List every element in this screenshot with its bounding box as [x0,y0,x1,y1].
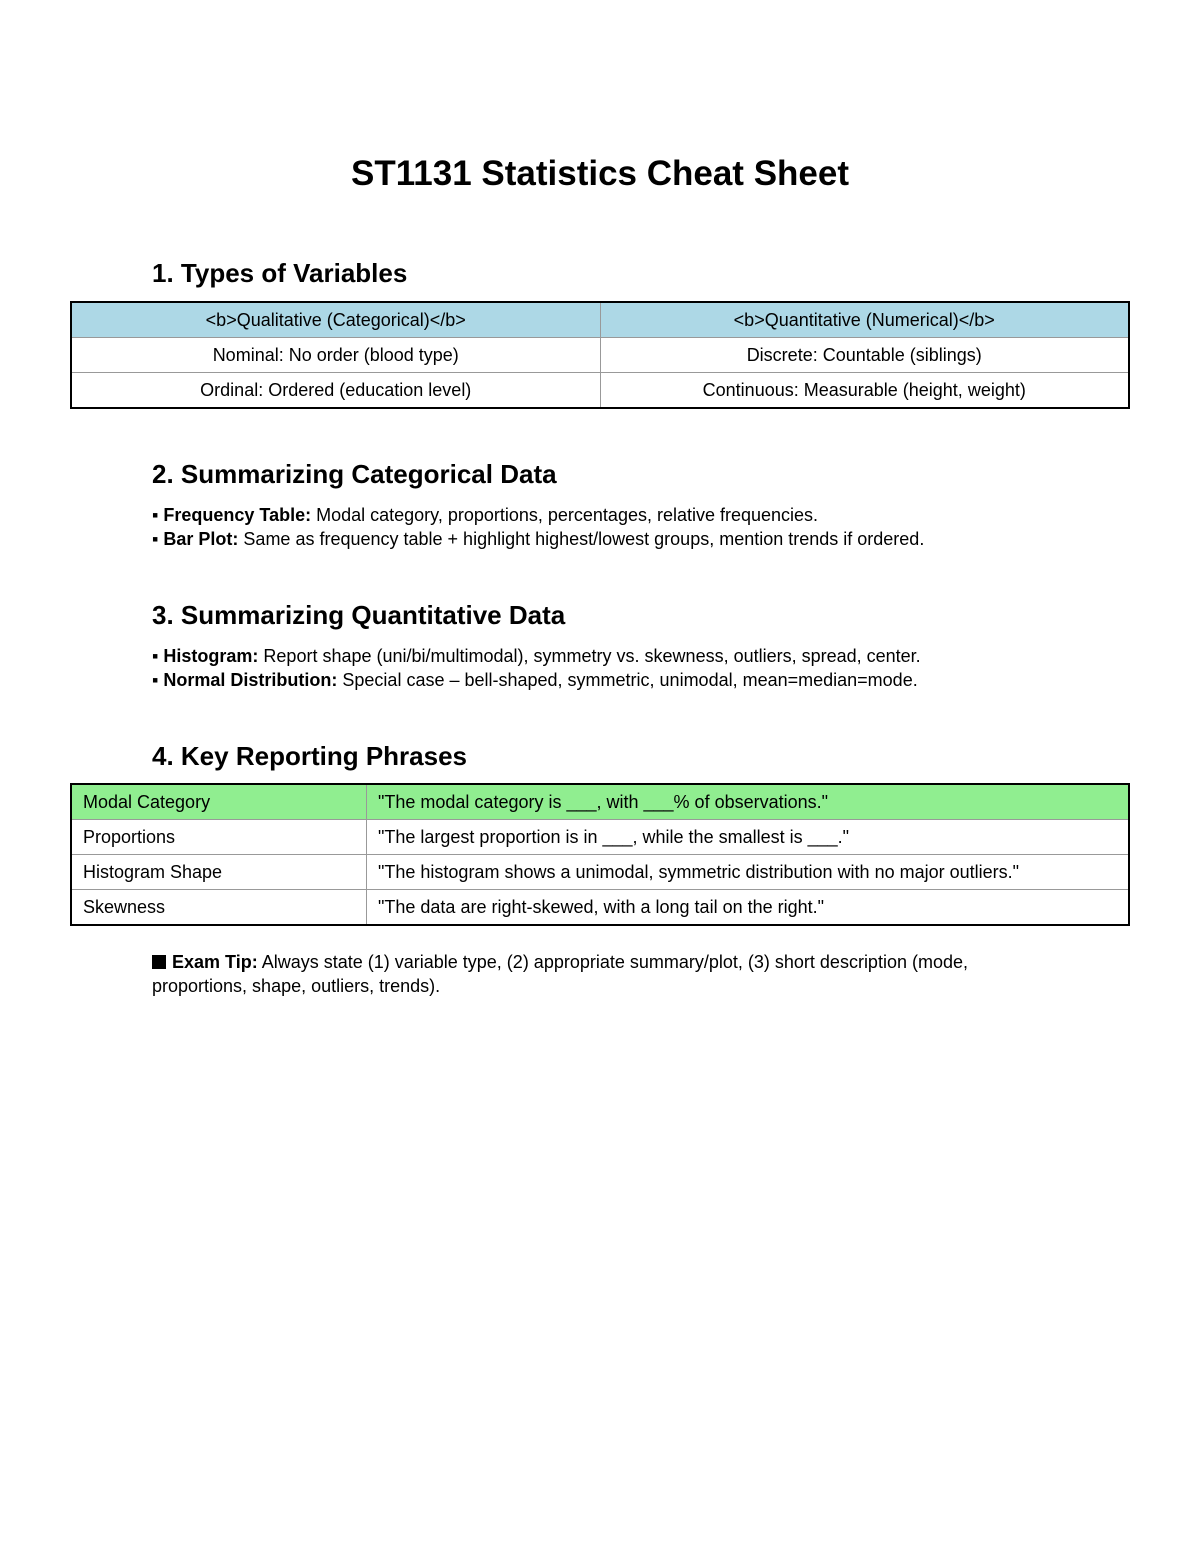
table-row [71,338,1129,373]
bullet-marker: ▪ [152,646,159,666]
list-item [152,644,921,668]
table-cell: Ordinal: Ordered (education level) [71,373,600,409]
table-row [71,890,1129,926]
table-row [71,373,1129,409]
list-item [152,527,924,551]
phrase-text-cell: "The histogram shows a unimodal, symmetric distribution with no major outliers." [367,855,1130,890]
bullet-label: Frequency Table: [163,505,312,525]
reporting-phrases-table [70,783,1130,926]
bullet-text: Special case – bell-shaped, symmetric, unimodal, mean=median=mode. [337,670,918,690]
table-row [71,855,1129,890]
bullet-label: Normal Distribution: [163,670,338,690]
table-row [71,820,1129,855]
section-1-heading: 1. Types of Variables [152,258,408,288]
table-cell: Discrete: Countable (siblings) [600,338,1129,373]
phrase-topic-cell: Modal Category [71,784,367,820]
exam-tip [152,950,1062,998]
quantitative-bullet-list [152,644,921,692]
bullet-text: Report shape (uni/bi/multimodal), symmetry vs. skewness, outliers, spread, center. [258,646,921,666]
list-item [152,668,921,692]
exam-tip-text: Always state (1) variable type, (2) appropriate summary/plot, (3) short description (mode, proportions, shape, outliers, trends). [152,952,968,996]
list-item [152,503,924,527]
variable-types-table [70,301,1130,409]
table-header-cell: <b>Quantitative (Numerical)</b> [600,302,1129,338]
bullet-marker: ▪ [152,505,159,525]
table-cell: Nominal: No order (blood type) [71,338,600,373]
table-header-row [71,302,1129,338]
phrase-topic-cell: Histogram Shape [71,855,367,890]
phrase-text-cell: "The modal category is ___, with ___% of observations." [367,784,1130,820]
bullet-label: Histogram: [163,646,259,666]
phrase-text-cell: "The data are right-skewed, with a long tail on the right." [367,890,1130,926]
section-2-heading: 2. Summarizing Categorical Data [152,459,557,489]
bullet-label: Bar Plot: [163,529,239,549]
phrase-text-cell: "The largest proportion is in ___, while the smallest is ___." [367,820,1130,855]
table-row [71,784,1129,820]
phrase-topic-cell: Skewness [71,890,367,926]
page-title: ST1131 Statistics Cheat Sheet [351,154,849,193]
bullet-marker: ▪ [152,670,159,690]
table-cell: Continuous: Measurable (height, weight) [600,373,1129,409]
bullet-marker: ▪ [152,529,159,549]
exam-tip-label: Exam Tip: [172,952,258,972]
table-header-cell: <b>Qualitative (Categorical)</b> [71,302,600,338]
categorical-bullet-list [152,503,924,551]
bullet-text: Same as frequency table + highlight highest/lowest groups, mention trends if ordered. [238,529,925,549]
square-bullet-icon [152,955,166,969]
section-3-heading: 3. Summarizing Quantitative Data [152,600,566,630]
section-4-heading: 4. Key Reporting Phrases [152,741,467,771]
bullet-text: Modal category, proportions, percentages, relative frequencies. [311,505,819,525]
phrase-topic-cell: Proportions [71,820,367,855]
